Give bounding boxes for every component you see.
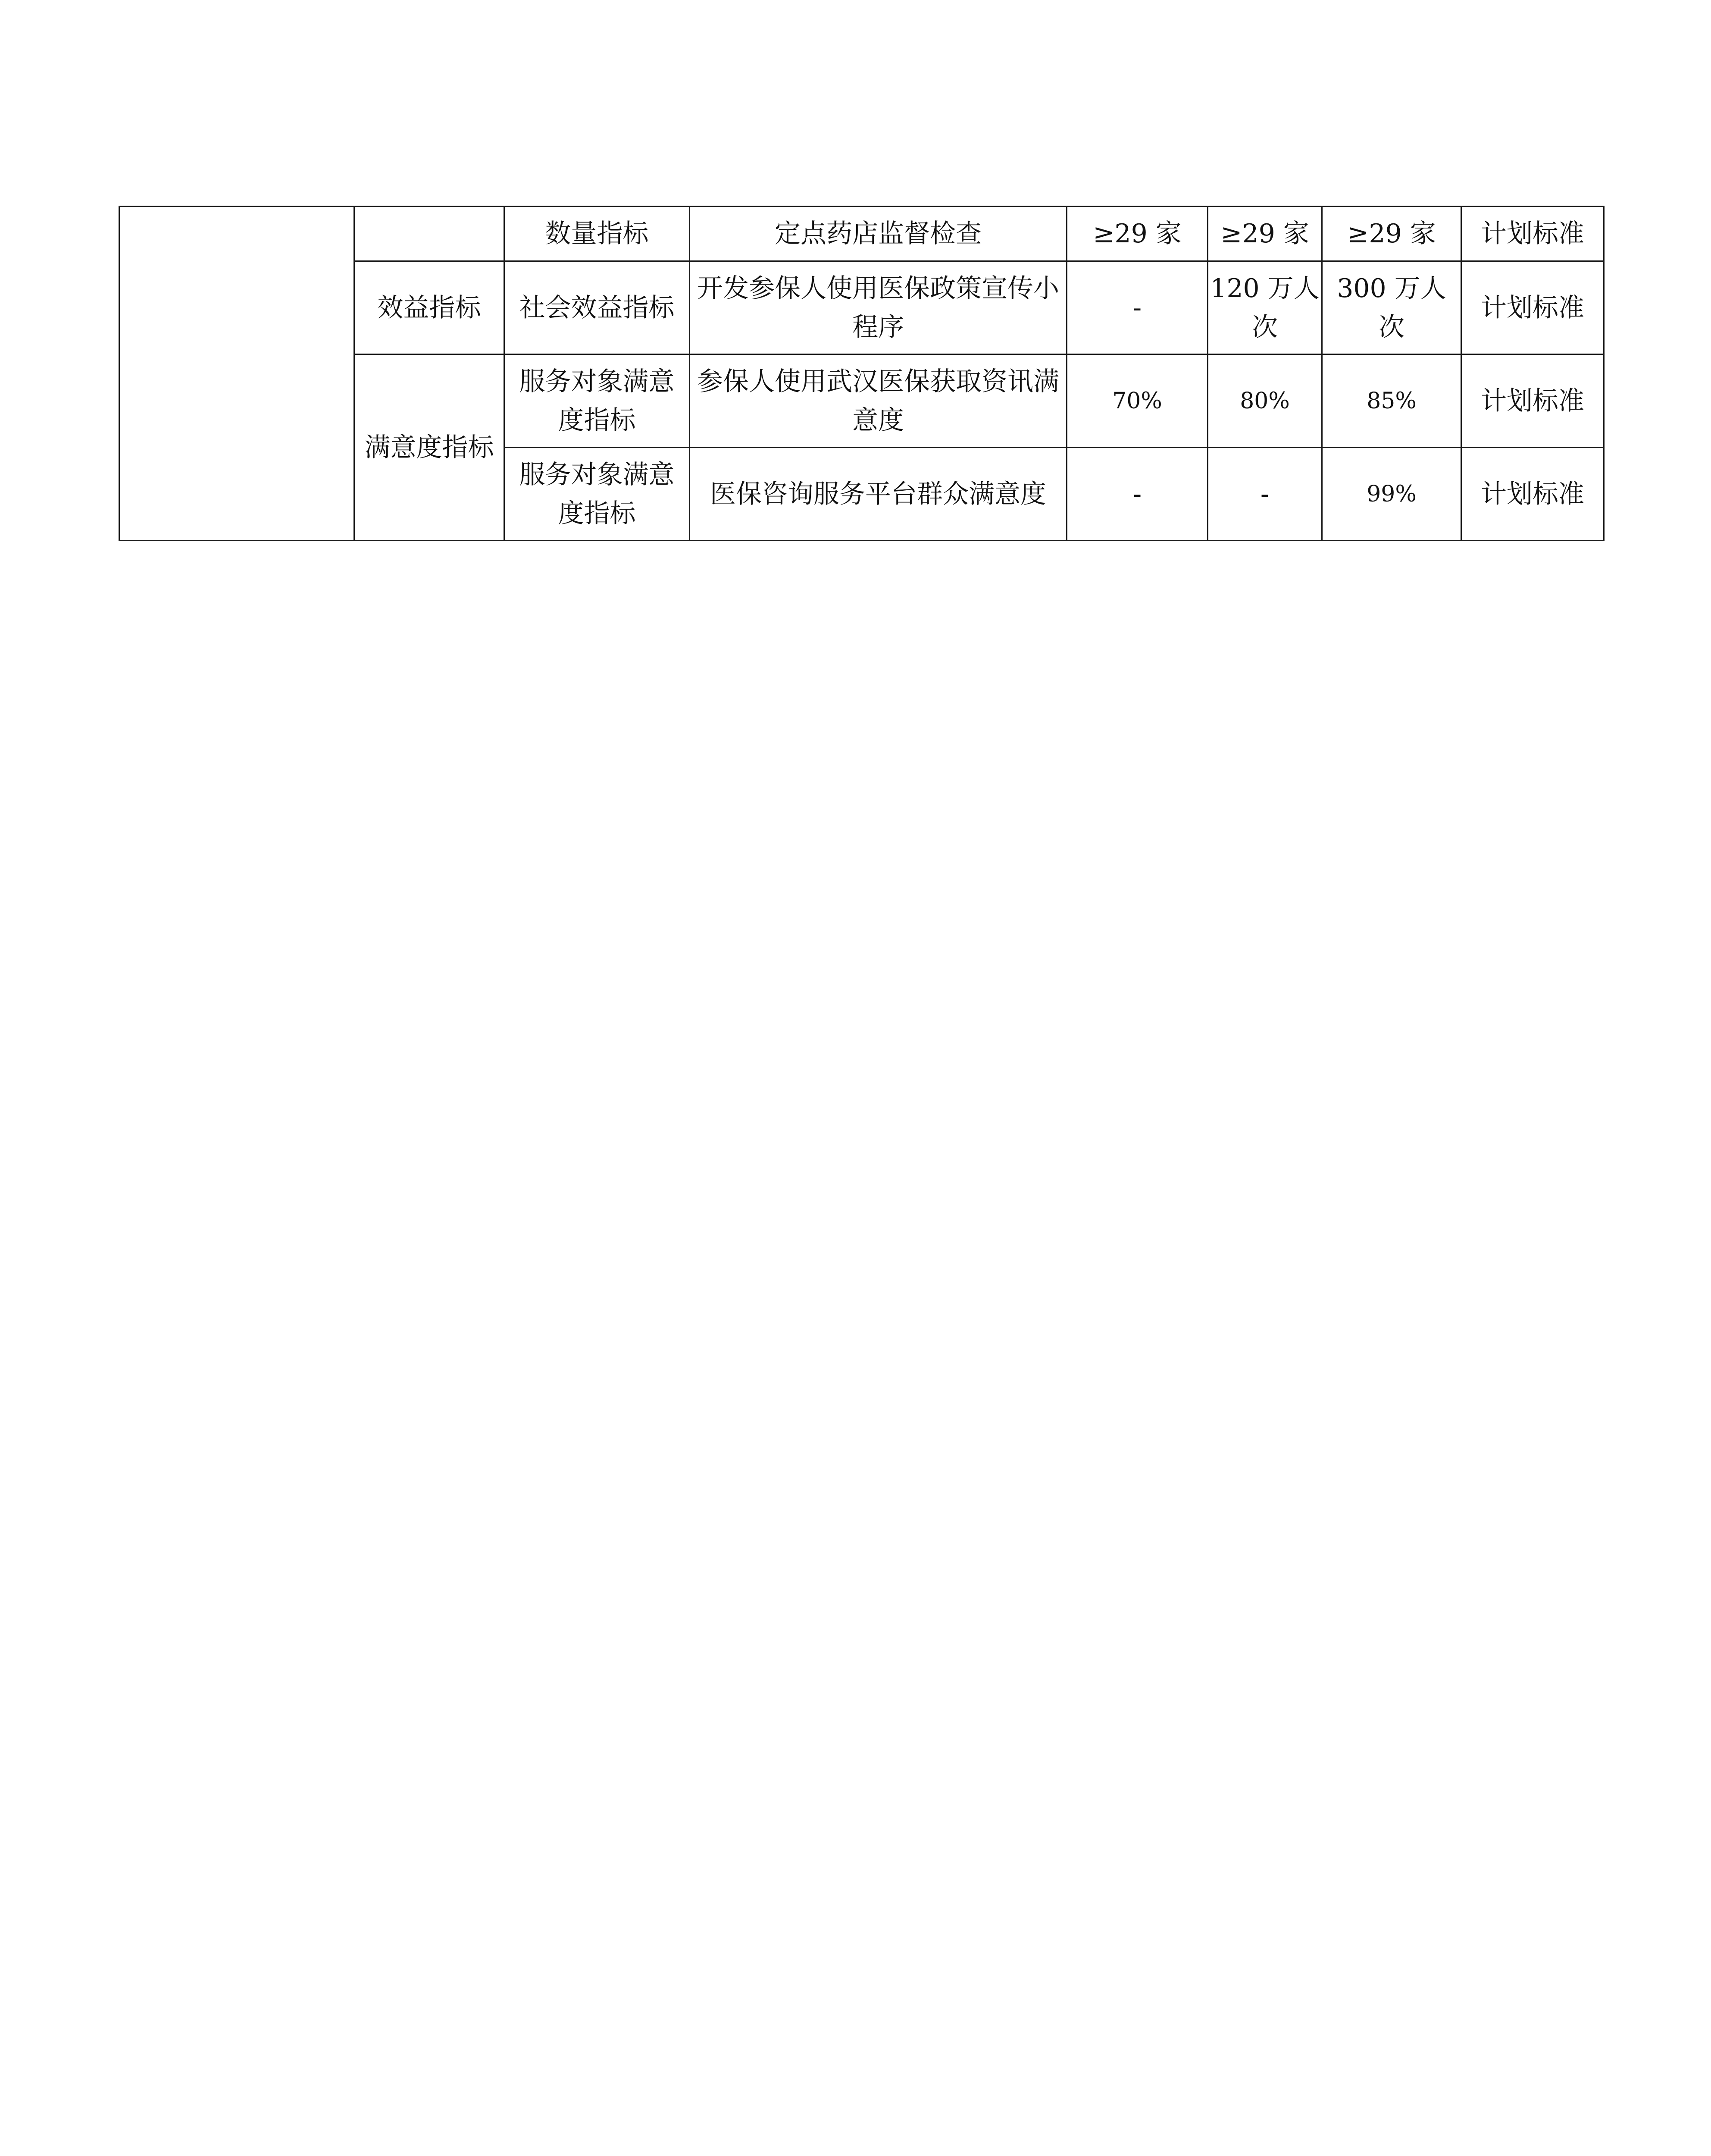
value-c-cell: ≥29 家 — [1322, 207, 1461, 261]
level2-indicator-cell: 效益指标 — [354, 261, 504, 354]
table-row — [119, 207, 1604, 261]
value-a-cell: - — [1067, 448, 1208, 541]
indicator-content-cell: 参保人使用武汉医保获取资讯满意度 — [690, 354, 1067, 448]
level3-indicator-cell: 服务对象满意度指标 — [504, 448, 690, 541]
level3-indicator-cell: 社会效益指标 — [504, 261, 690, 354]
basis-cell: 计划标准 — [1461, 261, 1604, 354]
indicator-content-cell: 开发参保人使用医保政策宣传小程序 — [690, 261, 1067, 354]
basis-cell: 计划标准 — [1461, 448, 1604, 541]
level3-indicator-cell: 数量指标 — [504, 207, 690, 261]
indicator-content-cell: 医保咨询服务平台群众满意度 — [690, 448, 1067, 541]
value-b-cell: 120 万人次 — [1208, 261, 1322, 354]
value-a-cell: ≥29 家 — [1067, 207, 1208, 261]
indicator-content-cell: 定点药店监督检查 — [690, 207, 1067, 261]
level2-indicator-cell — [354, 207, 504, 261]
value-a-cell: - — [1067, 261, 1208, 354]
value-b-cell: - — [1208, 448, 1322, 541]
level1-indicator-cell — [119, 207, 354, 541]
level2-indicator-cell: 满意度指标 — [354, 354, 504, 541]
level3-indicator-cell: 服务对象满意度指标 — [504, 354, 690, 448]
value-c-cell: 99% — [1322, 448, 1461, 541]
value-b-cell: ≥29 家 — [1208, 207, 1322, 261]
value-b-cell: 80% — [1208, 354, 1322, 448]
value-c-cell: 300 万人次 — [1322, 261, 1461, 354]
value-a-cell: 70% — [1067, 354, 1208, 448]
performance-indicator-table — [119, 206, 1605, 541]
basis-cell: 计划标准 — [1461, 207, 1604, 261]
basis-cell: 计划标准 — [1461, 354, 1604, 448]
value-c-cell: 85% — [1322, 354, 1461, 448]
